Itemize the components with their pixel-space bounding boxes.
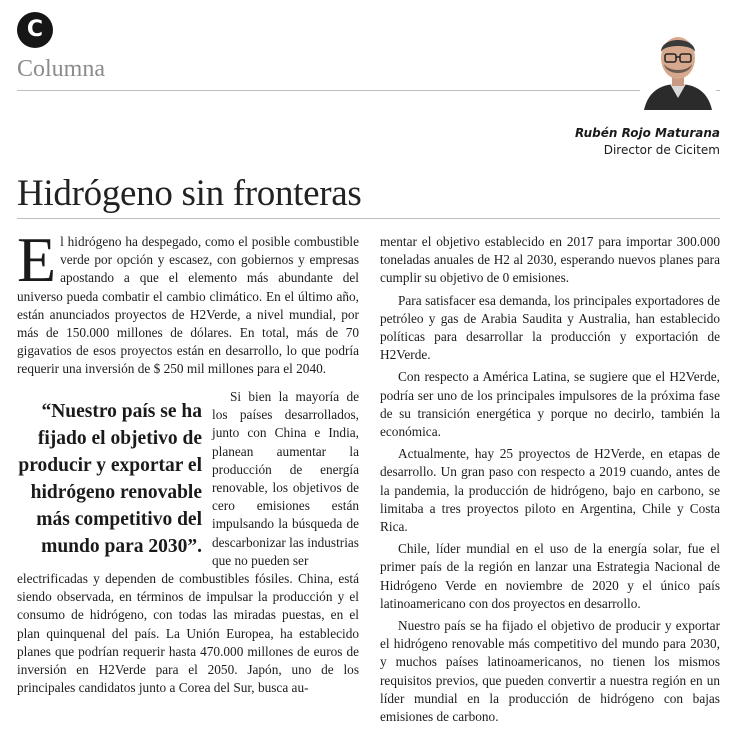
paragraph: Con respecto a América Latina, se sugiere que el H2Verde, podría ser uno de los principales impulsores de la próxima fase de su transición energética y porque no decirlo, también la económica. — [380, 369, 720, 440]
paragraph: electrificadas y dependen de combustibles fósiles. China, está siendo observada, en términos de impulsar la producción y el consumo de hidrógeno, con todas las miradas puestas, en el plan quinquenal del país. La Unión Europea, ha establecido planes que podrían requerir hasta 470.000 millones de euros de inversión en H2Verde para el 2050. Japón, uno de los principales candidatos junto a Corea del Sur, busca au- — [17, 571, 359, 696]
paragraph: Nuestro país se ha fijado el objetivo de producir y exportar el hidrógeno renovable más competitivo del mundo para 2030, y muchos países latinoamericanos, no tienen los mismos requisitos previos, que pueden convertir a nuestra región en un líder mundial en la producción de hidrógeno con bajas emisiones de carbono. — [380, 618, 720, 725]
paragraph: mentar el objetivo establecido en 2017 para importar 300.000 toneladas anuales de H2 al 2030, esperando nuevos planes para cumplir su objetivo de 0 emisiones. — [380, 234, 720, 286]
author-photo — [640, 18, 716, 110]
paragraph: Actualmente, hay 25 proyectos de H2Verde, en etapas de desarrollo. Un gran paso con respecto a 2019 cuando, antes de la pandemia, la producción de hidrógeno, bajo en carbono, se limitaba a tres proyectos piloto en Argentina, Chile y Costa Rica. — [380, 446, 720, 535]
author-name: Rubén Rojo Maturana — [575, 126, 720, 140]
article-intro — [17, 224, 359, 379]
paragraph: Chile, líder mundial en el uso de la energía solar, fue el primer país de la región en lanzar una Estrategia Nacional de Hidrógeno Verde en noviembre de 2020 y el único país latinoamericano con dos proyectos en desarrollo. — [380, 541, 720, 611]
article-column-right — [380, 233, 720, 730]
pull-quote: “Nuestro país se ha fijado el objetivo de producir y exportar el hidrógeno renovable más competitivo del mundo para 2030”. — [18, 401, 202, 557]
paragraph: Si bien la mayoría de los países desarrollados, junto con China e India, planean aumentar la producción de energía renovable, los objetivos de cero emisiones están impulsando la búsqueda de descarbonizar las industrias que no pueden ser — [212, 389, 359, 568]
paragraph: Para satisfacer esa demanda, los principales exportadores de petróleo y gas de Arabia Saudita y Australia, han establecido políticas para desarrollar la producción y exportación de H2Verde. — [380, 292, 720, 363]
author-role: Director de Cicitem — [603, 143, 720, 157]
column-badge: C — [17, 12, 53, 48]
article-column-bottom — [17, 570, 359, 701]
section-label: Columna — [17, 56, 105, 82]
drop-cap: E — [17, 224, 57, 295]
intro-paragraph: l hidrógeno ha despegado, como el posible combustible verde por opción y escasez, con gobiernos y empresas apostando a que el elemento más abundante del universo pueda combatir el cambio climático. En el último año, están anunciados proyectos de H2Verde, a nivel mundial, por más de 150.000 millones de dólares. En total, más de 70 gigavatios de esos proyectos están en desarrollo, lo que podría requerir una inversión de $ 250 mil millones para el 2040. — [17, 234, 359, 377]
header-divider — [17, 90, 720, 91]
article-headline: Hidrógeno sin fronteras — [17, 173, 362, 214]
article-narrow-column — [212, 388, 359, 574]
headline-divider — [17, 218, 720, 219]
